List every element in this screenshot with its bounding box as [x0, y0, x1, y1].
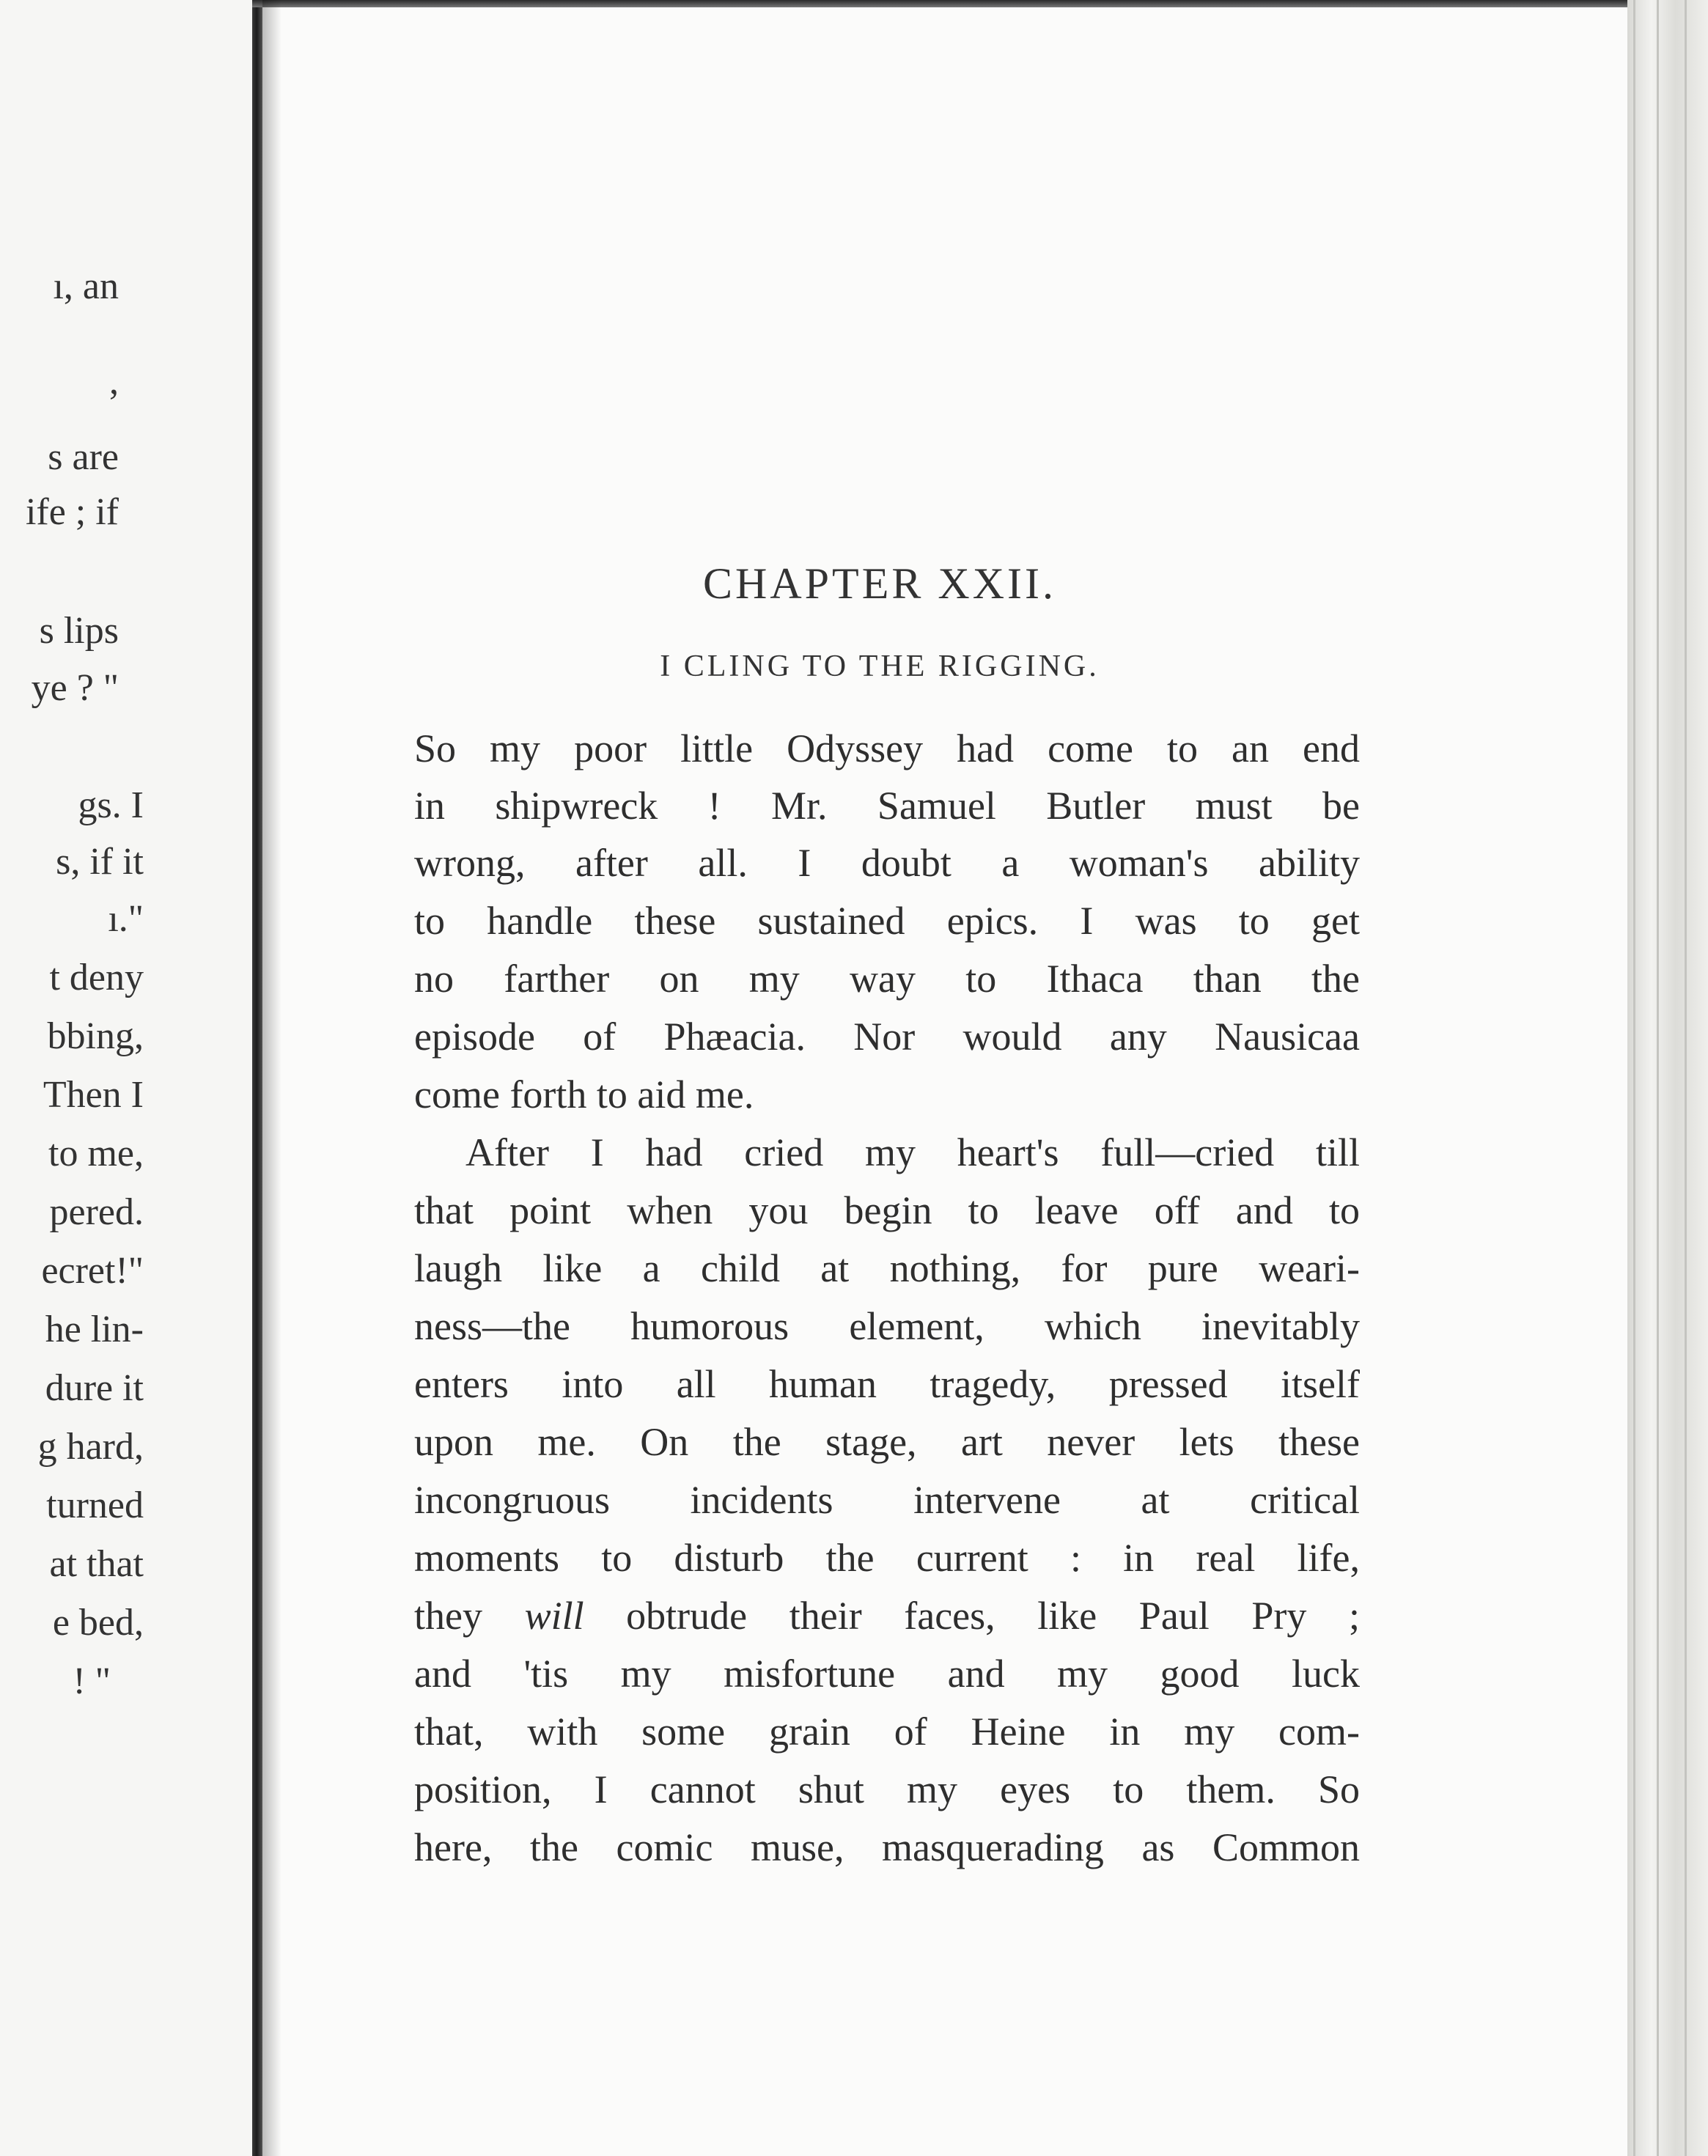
left-page-line: to me,: [48, 1133, 144, 1174]
left-page-line: ife ; if: [25, 491, 119, 533]
emphasis-will: will: [524, 1594, 584, 1638]
body-line: in shipwreck ! Mr. Samuel Butler must be: [414, 784, 1360, 828]
left-page-line: ecret!": [41, 1250, 144, 1292]
left-page-line: ye ? ": [31, 667, 119, 709]
body-line: they will obtrude their faces, like Paul Pry ;: [414, 1594, 1360, 1638]
page-edge-line: [1685, 0, 1687, 2156]
left-page-line: Then I: [43, 1074, 144, 1116]
body-line: After I had cried my heart's full—cried till: [465, 1130, 1360, 1174]
body-line: come forth to aid me.: [414, 1073, 754, 1116]
page-top-edge: [252, 0, 1638, 7]
body-line: here, the comic muse, masquerading as Common: [414, 1825, 1360, 1869]
body-line: that point when you begin to leave off and to: [414, 1188, 1360, 1232]
left-page-line: s lips: [39, 610, 119, 652]
body-line: incongruous incidents intervene at critical: [414, 1478, 1360, 1522]
body-line: to handle these sustained epics. I was to get: [414, 899, 1360, 943]
chapter-subtitle: I CLING TO THE RIGGING.: [660, 650, 1100, 683]
left-page-line: t deny: [49, 957, 144, 998]
page-stack-edge: [1627, 0, 1708, 2156]
body-line: no farther on my way to Ithaca than the: [414, 957, 1360, 1001]
body-line: So my poor little Odyssey had come to an end: [414, 726, 1360, 770]
left-page-line: bbing,: [47, 1015, 144, 1057]
page-edge-line: [1657, 0, 1659, 2156]
body-line: that, with some grain of Heine in my com-: [414, 1710, 1360, 1754]
page-edge-line: [1633, 0, 1635, 2156]
left-page-line: ı, an: [53, 265, 119, 307]
left-page-line: gs. I: [78, 784, 144, 826]
left-page-line: e bed,: [52, 1602, 144, 1644]
left-page-line: ı.": [108, 898, 144, 940]
chapter-title: CHAPTER XXII.: [703, 559, 1056, 608]
left-page-line: turned: [46, 1484, 144, 1526]
body-line: position, I cannot shut my eyes to them. So: [414, 1767, 1360, 1811]
book-gutter: [252, 0, 262, 2156]
body-line: wrong, after all. I doubt a woman's ability: [414, 841, 1360, 885]
left-page-line: ,: [109, 361, 119, 402]
body-line: episode of Phæacia. Nor would any Nausicaa: [414, 1015, 1360, 1059]
left-page-line: ! ": [73, 1660, 111, 1702]
left-page-line: g hard,: [37, 1426, 144, 1468]
left-page-line: dure it: [45, 1367, 144, 1409]
gutter-shadow: [262, 0, 281, 2156]
body-line: laugh like a child at nothing, for pure weari-: [414, 1246, 1360, 1290]
left-page-line: at that: [49, 1543, 144, 1585]
body-line: enters into all human tragedy, pressed itself: [414, 1362, 1360, 1406]
body-line: and 'tis my misfortune and my good luck: [414, 1652, 1360, 1696]
body-line: ness—the humorous element, which inevitably: [414, 1304, 1360, 1348]
left-page-line: s are: [48, 436, 119, 478]
left-page-fragment: [0, 0, 254, 2156]
left-page-line: s, if it: [56, 841, 144, 883]
left-page-line: pered.: [49, 1191, 144, 1233]
body-line: moments to disturb the current : in real life,: [414, 1536, 1360, 1580]
left-page-line: he lin-: [45, 1309, 144, 1350]
body-line: upon me. On the stage, art never lets these: [414, 1420, 1360, 1464]
